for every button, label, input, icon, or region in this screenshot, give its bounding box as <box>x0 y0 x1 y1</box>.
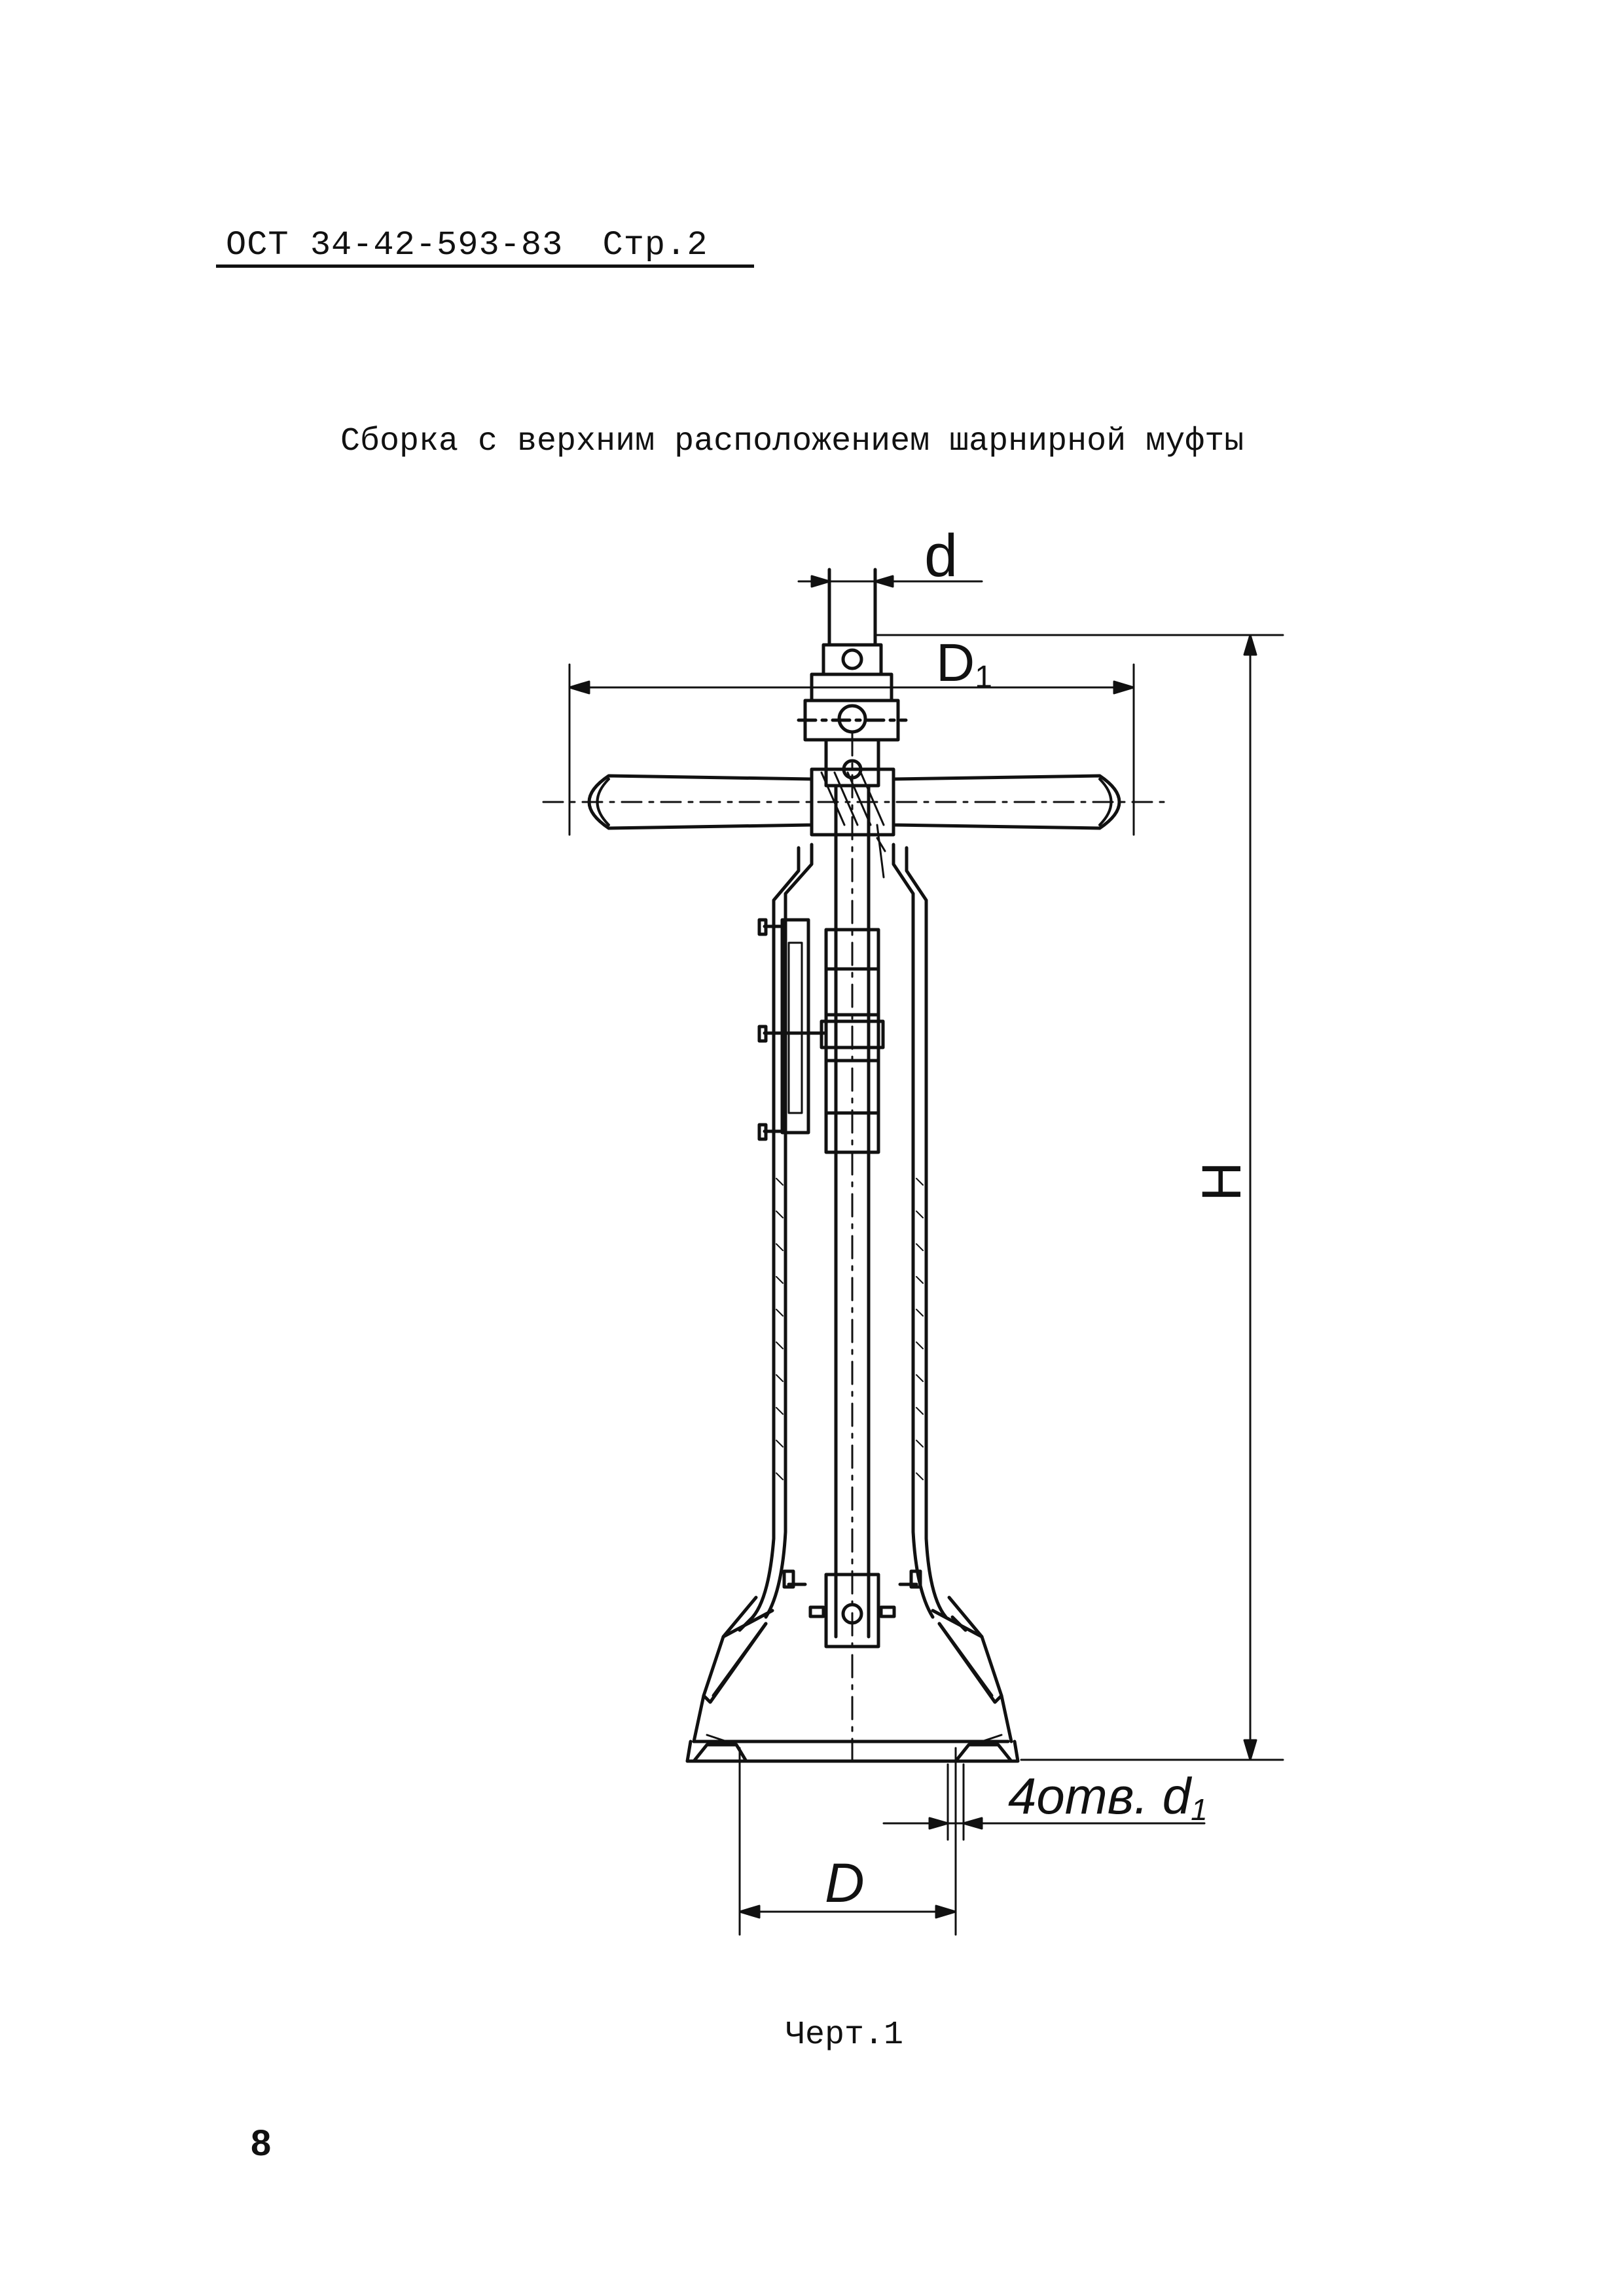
label-D1-main: D <box>936 633 975 693</box>
label-D1-subscript: 1 <box>975 660 992 695</box>
label-holes-subscript: 1 <box>1191 1793 1208 1827</box>
label-D1 <box>936 633 992 695</box>
label-D: D <box>825 1852 865 1914</box>
label-holes <box>1008 1767 1208 1827</box>
label-d: d <box>924 522 958 589</box>
document-code: ОСТ 34-42-593-83 <box>226 226 564 264</box>
figure-caption: Черт.1 <box>785 2016 904 2054</box>
page-label: Стр.2 <box>602 226 708 264</box>
page-number: 8 <box>251 2122 272 2163</box>
label-H: H <box>1191 1161 1252 1201</box>
side-bracket <box>759 920 826 1139</box>
drawing-title: Сборка с верхним расположением шарнирной муфты <box>340 423 1244 460</box>
label-holes-main: 4отв. d <box>1008 1767 1191 1825</box>
